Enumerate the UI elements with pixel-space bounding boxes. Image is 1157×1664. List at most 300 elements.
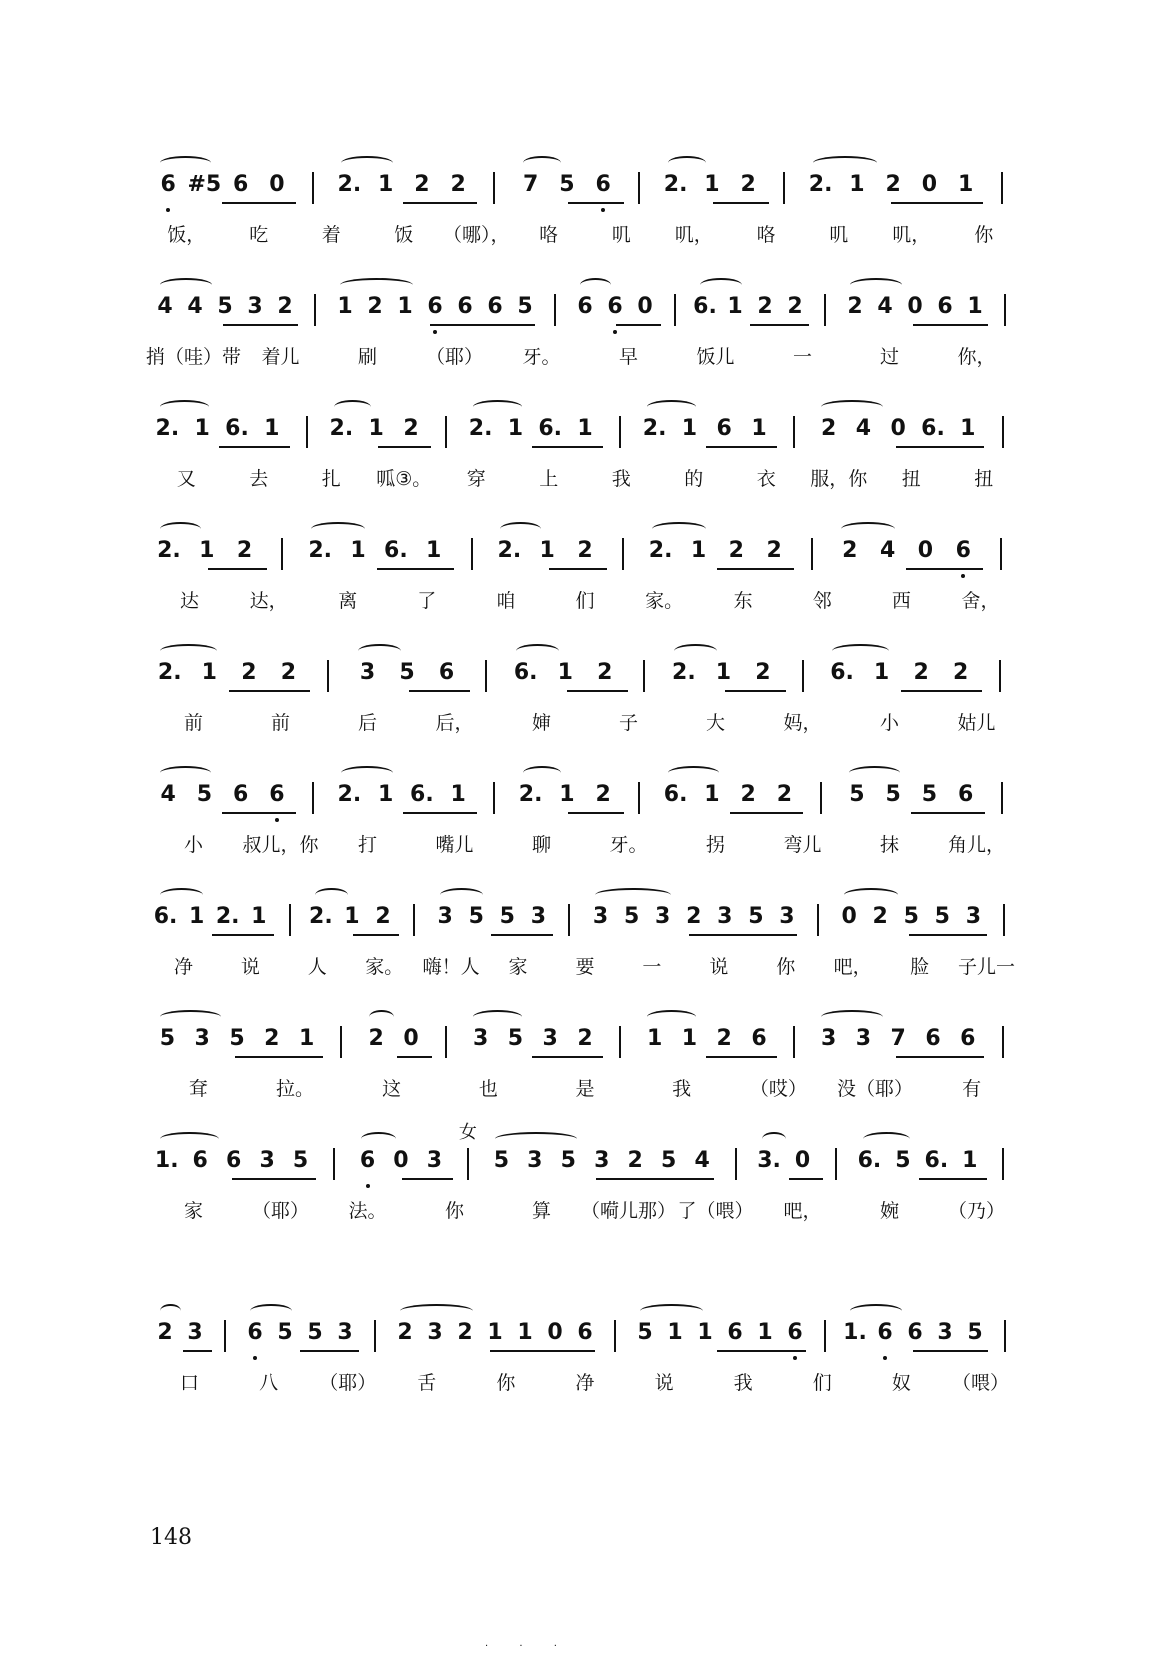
note: 2 — [755, 660, 771, 685]
note: 5 — [849, 782, 865, 807]
bar-line — [445, 416, 447, 448]
lyric-syllable: 后 — [357, 712, 378, 734]
slur-mark — [863, 1132, 910, 1146]
lyric-syllable: 嗨！人 — [422, 956, 480, 978]
beam-underline — [403, 812, 477, 814]
lyric-syllable: 服，你 — [810, 468, 868, 490]
beam-underline — [223, 324, 298, 326]
note: 6 — [937, 294, 953, 319]
slur-mark — [440, 888, 483, 902]
note: 6 — [247, 1320, 263, 1345]
note: 0 — [921, 172, 938, 197]
note: 4 — [187, 294, 203, 319]
lyric-syllable: 角儿， — [947, 834, 1006, 856]
bar-line — [493, 172, 495, 204]
note: 1 — [960, 416, 976, 441]
slur-mark — [361, 1132, 396, 1146]
note: 4 — [160, 782, 176, 807]
note: 1 — [397, 294, 413, 319]
lyric-syllable: 了 — [417, 590, 437, 612]
note: 2. — [155, 416, 180, 441]
slur-mark — [674, 644, 717, 658]
note: 2 — [597, 660, 613, 685]
note: 5 — [307, 1320, 323, 1345]
lyric-syllable: 叽， — [674, 224, 713, 246]
note: 5 — [895, 1148, 911, 1173]
bar-line — [554, 294, 556, 326]
note: 3 — [359, 660, 376, 685]
beam-underline — [222, 812, 296, 814]
note: 6 — [751, 1026, 767, 1051]
note: 6 — [907, 1320, 923, 1345]
note: 2 — [953, 660, 969, 685]
lyric-syllable: 拐 — [705, 834, 726, 856]
note: 5 — [903, 904, 919, 929]
score-system — [0, 1298, 1157, 1418]
note: 2 — [577, 538, 593, 563]
note: 1 — [350, 538, 366, 563]
note: 5 — [885, 782, 901, 807]
note: 4 — [855, 416, 872, 441]
lyric-syllable: 拉。 — [275, 1078, 315, 1100]
lyric-syllable: 你 — [974, 224, 994, 246]
bar-line — [1002, 1026, 1004, 1058]
beam-underline — [229, 690, 310, 692]
note: 6 — [957, 782, 974, 807]
note: 2 — [457, 1320, 473, 1345]
lyric-syllable: 你 — [444, 1200, 465, 1222]
lyric-syllable: 着 — [321, 224, 341, 246]
note: 2 — [367, 294, 383, 319]
octave-dot — [253, 1356, 257, 1360]
beam-underline — [717, 568, 794, 570]
lyric-syllable: 脸 — [910, 956, 930, 978]
bar-line — [674, 294, 676, 326]
note: 6. — [921, 416, 945, 441]
notation-line — [150, 414, 1020, 458]
slur-mark — [595, 888, 671, 902]
note: 1 — [873, 660, 890, 685]
score-system — [0, 882, 1157, 1002]
note: 4 — [877, 294, 893, 319]
slur-mark — [160, 400, 209, 414]
bar-line — [289, 904, 291, 936]
note: 3 — [437, 904, 453, 929]
bar-line — [485, 660, 487, 692]
slur-mark — [850, 278, 902, 292]
beam-underline — [567, 690, 628, 692]
lyrics-line — [150, 1198, 1020, 1228]
note: 6 — [232, 782, 249, 807]
note: 6 — [595, 172, 611, 197]
lyrics-line — [150, 588, 1020, 618]
beam-underline — [491, 934, 553, 936]
lyric-syllable: 捎（哇）带 — [145, 346, 242, 368]
slur-mark — [821, 400, 882, 414]
note: 5 — [499, 904, 515, 929]
note: 2. — [468, 416, 493, 441]
note: 1 — [450, 782, 466, 807]
note: 2 — [277, 294, 293, 319]
note: 6. — [663, 782, 688, 807]
lyrics-line — [150, 466, 1020, 496]
note: 2 — [757, 294, 773, 319]
bar-line — [333, 1148, 335, 1180]
note: 3 — [527, 1148, 543, 1173]
note: 6 — [359, 1148, 376, 1173]
beam-underline — [377, 568, 454, 570]
note: 1 — [539, 538, 555, 563]
note: 3 — [187, 1320, 203, 1345]
note: 3 — [855, 1026, 872, 1051]
lyric-syllable: 你 — [496, 1372, 516, 1394]
note: 1 — [337, 294, 353, 319]
score-system — [0, 150, 1157, 270]
note: 2 — [157, 1320, 173, 1345]
lyric-syllable: （耶） — [425, 346, 484, 368]
note: 3 — [717, 904, 733, 929]
note: 6. — [693, 294, 717, 319]
note: 6 — [487, 294, 503, 319]
note: 6. — [924, 1148, 949, 1173]
slur-mark — [160, 766, 211, 780]
lyric-syllable: （耶） — [251, 1200, 310, 1222]
lyric-syllable: 弯儿 — [783, 834, 822, 856]
bar-line — [793, 1026, 795, 1058]
note: #5 — [187, 172, 222, 197]
note: 1 — [681, 416, 698, 441]
note: 2. — [309, 904, 333, 929]
note: 5 — [159, 1026, 176, 1051]
note: 1 — [681, 1026, 698, 1051]
note: 2. — [518, 782, 543, 807]
lyric-syllable: 后， — [435, 712, 474, 734]
lyric-syllable: 又 — [176, 468, 196, 490]
bar-line — [471, 538, 473, 570]
slur-mark — [473, 1010, 522, 1024]
note: 2 — [368, 1026, 384, 1051]
note: 2 — [241, 660, 257, 685]
note: 3 — [655, 904, 671, 929]
lyric-syllable: 说 — [240, 956, 260, 978]
lyric-syllable: 嘴儿 — [435, 834, 474, 856]
slur-mark — [700, 278, 742, 292]
score-system — [0, 1122, 1157, 1246]
beam-underline — [353, 934, 399, 936]
lyric-syllable: 舌 — [417, 1372, 437, 1394]
bar-line — [306, 416, 308, 448]
beam-underline — [219, 446, 289, 448]
note: 6 — [716, 416, 732, 441]
note: 2 — [375, 904, 391, 929]
slur-mark — [516, 644, 559, 658]
lyrics-line — [150, 222, 1020, 252]
lyric-syllable: 们 — [812, 1372, 832, 1394]
beam-underline — [397, 1056, 433, 1058]
beam-underline — [616, 324, 661, 326]
lyric-syllable: 东 — [733, 590, 753, 612]
note: 2 — [872, 904, 888, 929]
note: 2. — [672, 660, 696, 685]
beam-underline — [706, 1056, 776, 1058]
bar-line — [224, 1320, 226, 1352]
note: 1 — [507, 416, 524, 441]
note: 2 — [847, 294, 863, 319]
note: 5 — [493, 1148, 509, 1173]
lyrics-line — [150, 832, 1020, 862]
score-system — [0, 1004, 1157, 1124]
note: 6 — [427, 294, 443, 319]
note: 5 — [748, 904, 764, 929]
note: 2 — [264, 1026, 280, 1051]
bar-line — [493, 782, 495, 814]
beam-underline — [212, 934, 274, 936]
bar-line — [619, 1026, 621, 1058]
score-system — [0, 638, 1157, 758]
note: 7 — [522, 172, 539, 197]
note: 1 — [704, 172, 720, 197]
beam-underline — [913, 324, 988, 326]
voice-marker: 女 — [458, 1122, 477, 1143]
note: 2 — [740, 172, 756, 197]
octave-dot — [366, 1184, 370, 1188]
bar-line — [413, 904, 415, 936]
octave-dot — [601, 208, 605, 212]
slur-mark — [580, 278, 611, 292]
note: 2 — [716, 1026, 732, 1051]
note: 1 — [344, 904, 360, 929]
lyric-syllable: 小 — [879, 712, 900, 734]
lyric-syllable: 牙。 — [522, 346, 561, 368]
lyrics-line — [150, 1076, 1020, 1106]
lyric-syllable: 家。 — [645, 590, 684, 612]
notation-line — [150, 1146, 1020, 1190]
note: 3 — [592, 904, 609, 929]
lyric-syllable: 扎 — [321, 468, 341, 490]
note: 2 — [414, 172, 430, 197]
lyric-syllable: 耷 — [188, 1078, 208, 1100]
note: 1 — [690, 538, 707, 563]
beam-underline — [725, 690, 786, 692]
lyric-syllable: 说 — [654, 1372, 674, 1394]
note: 3 — [427, 1320, 443, 1345]
slur-mark — [160, 1010, 221, 1024]
lyric-syllable: 聊 — [531, 834, 552, 856]
note: 2 — [236, 538, 253, 563]
note: 1 — [426, 538, 442, 563]
beam-underline — [222, 202, 296, 204]
lyric-syllable: 吧， — [833, 956, 872, 978]
notation-line — [150, 170, 1020, 214]
beam-underline — [532, 1056, 602, 1058]
note: 6 — [960, 1026, 976, 1051]
lyric-syllable: 叔儿，你 — [242, 834, 319, 856]
note: 2. — [329, 416, 354, 441]
note: 0 — [393, 1148, 409, 1173]
note: 6 — [925, 1026, 941, 1051]
lyric-syllable: 扭 — [901, 468, 921, 490]
note: 0 — [907, 294, 923, 319]
bar-line — [835, 1148, 837, 1180]
footer-marks: . . . — [485, 1638, 571, 1649]
bar-line — [1002, 1148, 1004, 1180]
beam-underline — [232, 1178, 316, 1180]
beam-underline — [235, 1056, 323, 1058]
note: 3. — [757, 1148, 781, 1173]
slur-mark — [647, 1010, 696, 1024]
bar-line — [622, 538, 624, 570]
note: 2 — [397, 1320, 413, 1345]
note: 1 — [849, 172, 865, 197]
beam-underline — [402, 1178, 453, 1180]
slur-mark — [849, 766, 900, 780]
beam-underline — [532, 446, 602, 448]
note: 0 — [547, 1320, 563, 1345]
note: 2. — [808, 172, 833, 197]
lyric-syllable: 呱③。 — [376, 468, 432, 490]
score-system — [0, 272, 1157, 392]
note: 3 — [542, 1026, 558, 1051]
lyric-syllable: 家 — [183, 1200, 204, 1222]
lyric-syllable: 我 — [733, 1372, 753, 1394]
lyric-syllable: 穿 — [466, 468, 486, 490]
lyric-syllable: 这 — [382, 1078, 402, 1100]
lyric-syllable: 饭儿 — [696, 346, 735, 368]
lyric-syllable: 一 — [642, 956, 662, 978]
notation-line — [150, 780, 1020, 824]
bar-line — [619, 416, 621, 448]
lyric-syllable: 饭 — [394, 224, 414, 246]
note: 6 — [787, 1320, 803, 1345]
slur-mark — [341, 766, 392, 780]
bar-line — [802, 660, 804, 692]
slur-mark — [850, 1304, 902, 1318]
lyric-syllable: 家。 — [365, 956, 404, 978]
octave-dot — [166, 208, 170, 212]
lyric-syllable: （哪）， — [442, 224, 510, 246]
bar-line — [312, 172, 314, 204]
note: 2. — [308, 538, 333, 563]
note: 2 — [842, 538, 858, 563]
lyric-syllable: 离 — [338, 590, 358, 612]
slur-mark — [315, 888, 347, 902]
note: 3 — [337, 1320, 353, 1345]
slur-mark — [473, 400, 522, 414]
note: 3 — [194, 1026, 210, 1051]
note: 6 — [438, 660, 455, 685]
note: 6 — [577, 1320, 593, 1345]
note: 6 — [955, 538, 971, 563]
slur-mark — [160, 278, 212, 292]
lyric-syllable: 牙。 — [609, 834, 648, 856]
lyrics-line — [150, 710, 1020, 740]
note: 6. — [153, 904, 178, 929]
note: 2 — [776, 782, 793, 807]
lyric-syllable: 也 — [478, 1078, 498, 1100]
slur-mark — [160, 888, 203, 902]
lyric-syllable: 大 — [705, 712, 726, 734]
note: 5 — [399, 660, 415, 685]
beam-underline — [596, 1178, 713, 1180]
bar-line — [824, 1320, 826, 1352]
slur-mark — [813, 156, 877, 170]
bar-line — [811, 538, 813, 570]
lyric-syllable: 上 — [539, 468, 559, 490]
note: 2 — [280, 660, 297, 685]
lyric-syllable: 达， — [249, 590, 288, 612]
note: 4 — [694, 1148, 710, 1173]
beam-underline — [208, 568, 266, 570]
note: 1 — [559, 782, 575, 807]
lyric-syllable: 达 — [180, 590, 200, 612]
lyric-syllable: 叽 — [829, 224, 849, 246]
note: 2 — [627, 1148, 643, 1173]
lyric-syllable: 叽 — [611, 224, 631, 246]
slur-mark — [369, 1010, 394, 1024]
lyric-syllable: 小 — [183, 834, 204, 856]
beam-underline — [490, 1350, 595, 1352]
note: 1 — [517, 1320, 533, 1345]
slur-mark — [821, 1010, 882, 1024]
lyric-syllable: 净 — [173, 956, 193, 978]
note: 1 — [377, 782, 394, 807]
lyrics-line — [150, 954, 1020, 984]
note: 6 — [225, 1148, 242, 1173]
beam-underline — [409, 690, 470, 692]
lyric-syllable: 前 — [270, 712, 291, 734]
note: 5 — [292, 1148, 309, 1173]
slur-mark — [762, 1132, 786, 1146]
note: 1 — [957, 172, 974, 197]
page-number: 148 — [150, 1525, 192, 1550]
slur-mark — [160, 644, 217, 658]
note: 1 — [368, 416, 384, 441]
note: 5 — [196, 782, 213, 807]
note: 5 — [921, 782, 938, 807]
beam-underline — [896, 446, 984, 448]
lyric-syllable: 你， — [957, 346, 996, 368]
slur-mark — [340, 278, 413, 292]
lyric-syllable: 家 — [508, 956, 528, 978]
beam-underline — [713, 202, 768, 204]
score-system — [0, 516, 1157, 636]
bar-line — [1001, 782, 1003, 814]
slur-mark — [341, 156, 392, 170]
note: 6. — [857, 1148, 882, 1173]
note: 1 — [377, 172, 394, 197]
lyric-syllable: 妈， — [783, 712, 822, 734]
bar-line — [638, 782, 640, 814]
lyric-syllable: 抹 — [879, 834, 900, 856]
slur-mark — [832, 644, 889, 658]
octave-dot — [613, 330, 617, 334]
bar-line — [820, 782, 822, 814]
lyric-syllable: （哎） — [749, 1078, 807, 1100]
octave-dot — [961, 574, 965, 578]
lyric-syllable: 是 — [575, 1078, 595, 1100]
lyric-syllable: 舍， — [961, 590, 1000, 612]
note: 6 — [160, 172, 176, 197]
bar-line — [817, 904, 819, 936]
note: 1 — [704, 782, 720, 807]
lyric-syllable: 了（喂） — [677, 1200, 754, 1222]
bar-line — [374, 1320, 376, 1352]
note: 0 — [794, 1148, 811, 1173]
slur-mark — [640, 1304, 703, 1318]
beam-underline — [913, 1350, 988, 1352]
bar-line — [1004, 294, 1006, 326]
beam-underline — [909, 934, 986, 936]
